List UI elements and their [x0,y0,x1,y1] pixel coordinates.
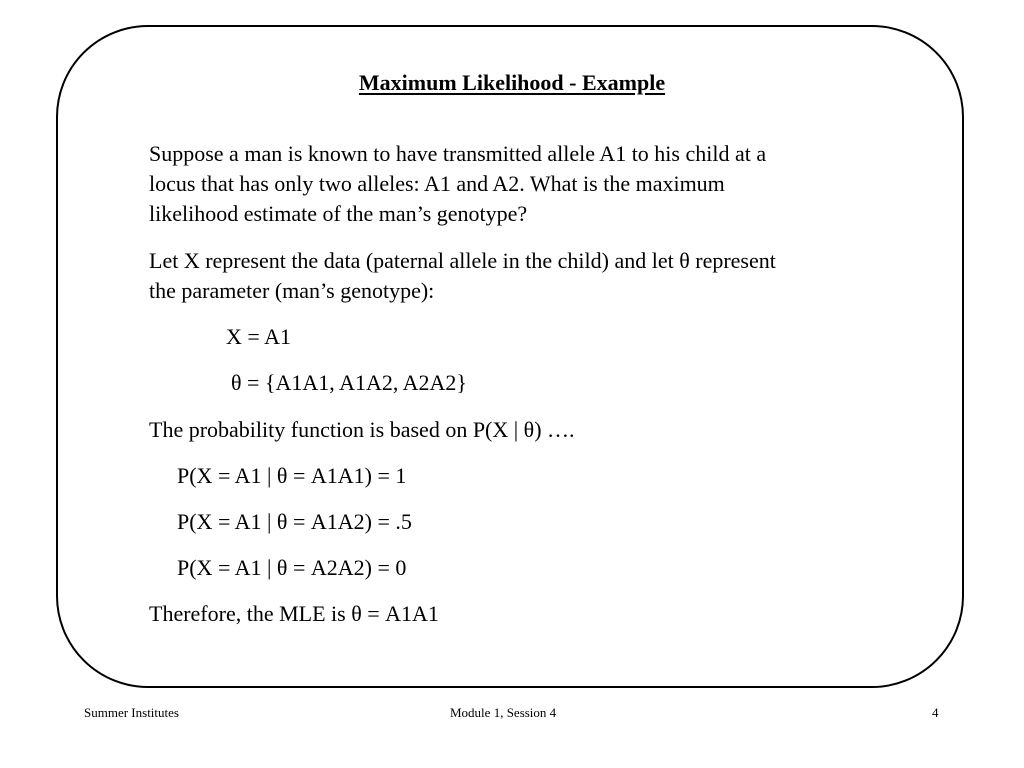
probability-a1a1: P(X = A1 | θ = A1A1) = 1 [177,463,407,488]
paragraph1-line-3: likelihood estimate of the man’s genotype? [149,201,528,226]
paragraph2-line-2: the parameter (man’s genotype): [149,278,435,303]
footer-center: Module 1, Session 4 [450,705,557,720]
paragraph1-line-1: Suppose a man is known to have transmitted allele A1 to his child at a [149,141,767,166]
probability-intro: The probability function is based on P(X | θ) …. [149,417,575,442]
definition-x: X = A1 [226,324,291,349]
footer-left: Summer Institutes [84,705,179,720]
probability-a1a2: P(X = A1 | θ = A1A2) = .5 [177,509,412,534]
definition-theta: θ = {A1A1, A1A2, A2A2} [231,370,467,395]
footer-page-number: 4 [932,705,939,720]
conclusion: Therefore, the MLE is θ = A1A1 [149,601,439,626]
slide-frame [56,25,964,688]
slide-title: Maximum Likelihood - Example [358,70,666,95]
paragraph1-line-2: locus that has only two alleles: A1 and A2. What is the maximum [149,171,725,196]
paragraph2-line-1: Let X represent the data (paternal allele in the child) and let θ represent [149,248,776,273]
probability-a2a2: P(X = A1 | θ = A2A2) = 0 [177,555,407,580]
